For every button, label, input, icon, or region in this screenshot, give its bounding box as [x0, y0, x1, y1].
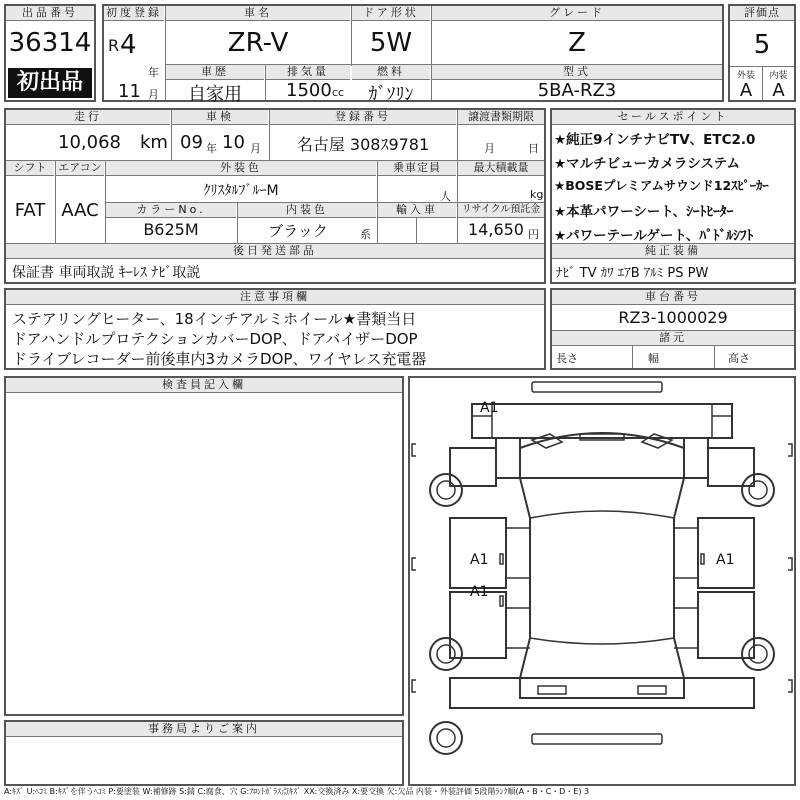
- chassis-box: [550, 288, 796, 370]
- model-code: 5BA-RZ3: [537, 80, 617, 101]
- sales-point-item: ★純正9インチナビTV、ETC2.0: [554, 132, 756, 148]
- damage-mark-left-rear-door: A1: [470, 584, 489, 600]
- inspection-label: 車検: [172, 110, 268, 125]
- color-no-label: カラーNo.: [106, 203, 236, 218]
- mileage-label: 走行: [6, 110, 170, 125]
- sales-points-label: セールスポイント: [552, 110, 794, 125]
- mileage-value: 10,068: [58, 132, 121, 153]
- notes-box: [4, 288, 546, 370]
- aircon-value: AAC: [61, 200, 99, 221]
- score-box: [728, 4, 796, 102]
- mileage-unit: km: [140, 132, 168, 153]
- lot-number: 36314: [8, 28, 92, 58]
- transfer-label: 譲渡書類期限: [458, 110, 544, 125]
- interior-color-value: ブラック: [268, 222, 328, 240]
- header-block: [102, 4, 724, 105]
- notes-line: ドアハンドルプロテクションカバーDOP、ドアバイザーDOP: [12, 330, 418, 348]
- chassis-value: RZ3-1000029: [618, 308, 728, 327]
- color-no-value: B625M: [143, 220, 199, 239]
- later-parts-value: 保証書 車両取説 ｷｰﾚｽ ﾅﾋﾞ取説: [12, 265, 201, 281]
- later-parts-label: 後日発送部品: [6, 244, 544, 259]
- inspection-month: 10: [222, 132, 245, 153]
- displacement-label: 排気量: [266, 65, 350, 80]
- recycle-label: リサイクル預託金: [458, 203, 544, 218]
- capacity-label: 乗車定員: [378, 161, 456, 176]
- first-reg-month: 11: [118, 81, 141, 102]
- inspector-label: 検査員記入欄: [6, 378, 402, 393]
- dims-width: 幅: [648, 352, 659, 365]
- recycle-unit: 円: [528, 228, 539, 241]
- int-score-label: 内装: [769, 71, 788, 81]
- inspection-year: 09: [180, 132, 203, 153]
- equipment-label: 純正装備: [552, 244, 794, 259]
- transfer-day-unit: 日: [528, 142, 539, 155]
- dims-label: 諸元: [552, 331, 794, 346]
- history-value: 自家用: [188, 84, 242, 105]
- inspection-month-unit: 月: [250, 142, 261, 155]
- detail-block: [4, 108, 546, 284]
- fuel-label: 燃料: [352, 65, 430, 80]
- sales-point-item: ★マルチビューカメラシステム: [554, 156, 740, 172]
- inspection-year-unit: 年: [206, 142, 217, 155]
- lot-label: 出品番号: [6, 6, 94, 21]
- damage-mark-right-front-door: A1: [716, 552, 735, 568]
- office-box: [4, 720, 404, 786]
- door-label: ドア形状: [352, 6, 430, 21]
- damage-mark-roof: A1: [480, 400, 499, 416]
- grade-value: Z: [568, 28, 586, 58]
- sales-point-item: ★本革パワーシート、ｼｰﾄﾋｰﾀｰ: [554, 204, 734, 220]
- notes-label: 注意事項欄: [6, 290, 544, 305]
- equipment-value: ﾅﾋﾞ TV ｶﾜ ｴｱB ｱﾙﾐ PS PW: [556, 266, 709, 281]
- door-type: 5W: [369, 28, 413, 58]
- car-name: ZR-V: [227, 28, 289, 58]
- car-name-label: 車名: [166, 6, 350, 21]
- lot-box: [4, 4, 96, 102]
- dims-length: 長さ: [556, 352, 578, 365]
- first-reg-year-unit: 年: [148, 66, 159, 79]
- history-label: 車歴: [166, 65, 264, 80]
- inspector-box: [4, 376, 404, 716]
- ext-score-value: A: [739, 80, 753, 101]
- displacement-value: 1500: [286, 80, 332, 101]
- interior-color-suffix: 系: [360, 228, 371, 241]
- first-reg-year: 4: [120, 30, 137, 60]
- exterior-color-value: ｸﾘｽﾀﾙﾌﾞﾙｰM: [203, 183, 279, 199]
- chassis-label: 車台番号: [552, 290, 794, 305]
- registration-label: 登録番号: [270, 110, 456, 125]
- transfer-month-unit: 月: [484, 142, 495, 155]
- car-outline-drawing: [410, 378, 794, 784]
- shift-value: FAT: [14, 200, 46, 221]
- sales-point-item: ★BOSEプレミアムサウンド12ｽﾋﾟｰｶｰ: [554, 178, 769, 193]
- model-code-label: 型式: [432, 65, 722, 80]
- notes-line: ドライブレコーダー前後車内3カメラDOP、ワイヤレス充電器: [12, 350, 427, 368]
- legend-text: A:ｷｽﾞ U:ﾍｺﾐ B:ｷｽﾞを伴うﾍｺﾐ P:要塗装 W:補修跡 S:錆 C:腐食、穴 G:ﾌﾛﾝﾄｶﾞﾗｽ点ｷｽﾞ XX:交換済み X:要交換 欠:欠品 内装・外装評価 5段階ﾗﾝｸ順(A・B・C・D・E) 3: [4, 787, 590, 796]
- first-reg-era: R: [108, 36, 120, 55]
- score-label: 評価点: [730, 6, 794, 21]
- max-load-label: 最大積載量: [458, 161, 544, 176]
- max-load-unit: kg: [530, 188, 544, 201]
- registration-value: 名古屋 308ｽ9781: [296, 135, 430, 154]
- office-label: 事務局よりご案内: [6, 722, 402, 737]
- first-reg-month-unit: 月: [148, 88, 159, 101]
- sales-point-item: ★パワーテールゲート、ﾊﾟﾄﾞﾙｼﾌﾄ: [554, 228, 754, 244]
- score-value: 5: [753, 30, 771, 60]
- car-diagram: [408, 376, 796, 786]
- exterior-color-label: 外装色: [106, 161, 376, 176]
- import-label: 輸入車: [378, 203, 456, 218]
- int-score-value: A: [772, 80, 785, 101]
- interior-color-label: 内装色: [238, 203, 376, 218]
- dims-height: 高さ: [728, 352, 750, 365]
- grade-label: グレード: [432, 6, 722, 21]
- recycle-value: 14,650: [468, 220, 524, 239]
- aircon-label: エアコン: [56, 161, 104, 176]
- first-reg-label: 初度登録: [106, 6, 162, 19]
- displacement-unit: cc: [332, 86, 345, 99]
- damage-mark-left-front-door: A1: [470, 552, 489, 568]
- ext-score-label: 外装: [736, 71, 755, 81]
- notes-line: ステアリングヒーター、18インチアルミホイール★書類当日: [12, 310, 417, 328]
- first-listing-badge: 初出品: [8, 68, 92, 98]
- fuel-value: ｶﾞｿﾘﾝ: [368, 84, 414, 105]
- capacity-unit: 人: [440, 190, 451, 203]
- shift-label: シフト: [6, 161, 54, 176]
- sales-points-box: [550, 108, 796, 284]
